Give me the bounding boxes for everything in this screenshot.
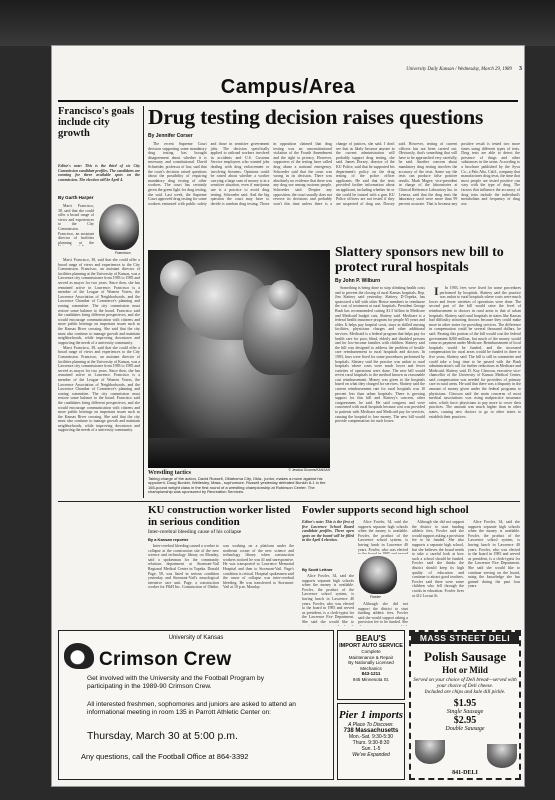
crimson-crew-ad <box>58 630 334 780</box>
ad-meeting-time: Thursday, March 30 at 5:00 p.m. <box>87 730 238 742</box>
slattery-dropcap: I <box>434 286 439 298</box>
deli-line-1: Served on your choice of Deli bread—served with your choice of Deli cheese. <box>413 677 517 689</box>
construction-byline: By a Kansan reporter <box>148 537 189 542</box>
francisco-intro: Editor's note: This is the third of six City Commission candidate profiles. The candidates are running for three available spots on the commission. The election will be April 4. <box>58 164 140 182</box>
beaus-name: BEAU'S <box>356 634 386 643</box>
slattery-body-right: I In 1983, fees were fixed for some procedures performed by hospitals. Slattery said the practice was unfair to rural hospitals where costs were much lower and fewer varieties of operations were done. The second part of the bill would raise the level of reimbursement to doctors in rural areas to that of urban hospitals. Slattery said rural hospitals in states like Kansas had difficulty attracting doctors because they could make more in other states for providing services. The difference in compensation could be several thousand dollars, he said. Passing this portion of the bill would cost the federal government $200 million, but much of the money would come as payment under Medicare. Reimbursement of local hospitals would be funded, and the increased compensation for rural areas would be funded in three to five years, Slattery said. The bill is still in committee and could take a long time to be passed with the Bush administration's call for further reductions in Medicare and Medicaid, Slattery said. D. Kay Clawson, executive vice-chancellor of the University of Kansas Medical Center, said compensation was needed for providers of primary care in rural areas. He said that there was a disparity in the amount of money given under the federal programs to physicians. Clawson said the main concerns of most medical associations was rising malpractice insurance rates, which force physicians to pay more to cover their practices. The amount was much higher than in other states, causing new doctors to go to other states to establish their practices. <box>429 286 521 419</box>
column-rule <box>143 106 144 498</box>
beaus-ad <box>337 630 405 700</box>
sandwich-illustration-icon <box>415 740 445 764</box>
pier1-ad <box>337 703 405 780</box>
slattery-headline: Slattery sponsors new bill to protect rural hospitals <box>335 245 504 275</box>
pier1-hours: Sun. 1-5 <box>361 746 381 752</box>
newspaper-page <box>52 46 524 786</box>
fowler-photo-caption: Fowler <box>370 595 381 599</box>
beaus-service: IMPORT AUTO SERVICE <box>339 643 403 649</box>
ad-body-2: All interested freshmen, sophomores and juniors are asked to attend an informational meeting in room 135 in Parrott Athletic Center on: <box>87 701 296 716</box>
deli-label-1: Single Sausage <box>446 709 484 715</box>
ad-university: University of Kansas <box>168 635 224 641</box>
beaus-phone: 843-1211 <box>361 671 381 676</box>
beaus-line: By Nationally Licensed <box>348 660 394 665</box>
fowler-body-right: Although she did not support the district to start funding athletic fees, Fowler said she would support asking a provision fee to be funded. She also supports a separate high school, but she believes the board needs to take a careful look at how such a school should be funded. Fowler said she thinks the district should keep its high quality of education and continue to attract good teachers. Fowler said there were some children who fell through the cracks in education. Fowler lives at 412 Locust St. Alice Fowler, 34, said she supports separate high schools when the money is available. Fowler, the product of the Lawrence school system, is having lunch in Lawrence 40 years. Fowler, who was elected to the board in 1985 and served as president, is a clerk-typist for the Lawrence Fire Department. She said she would like to continue serving on the board, using the knowledge she has gained during the past four years. <box>412 520 520 598</box>
pier1-hours: Mon.-Sat. 9:30-5:30 <box>348 734 394 740</box>
fowler-intro: Editor's note: This is the first of five Lawrence School Board candidate profiles. Three open spots on the board will be filled in the April 4 election. <box>302 520 354 543</box>
pier1-logo: Pier 1 imports <box>338 709 404 721</box>
drug-byline: By Jennifer Corser <box>148 133 193 139</box>
deli-ad <box>409 630 521 780</box>
construction-headline: KU construction worker listed in serious condition <box>148 504 291 528</box>
publication-line: University Daily Kansan / Wednesday, March 29, 1989 <box>406 67 512 72</box>
photo-figure-head <box>268 280 298 310</box>
beaus-line: Complete <box>361 649 381 654</box>
fowler-byline: By Scott Leitner <box>302 567 333 572</box>
photo-credit: © Jessica Grooms/KANSAN <box>288 468 330 472</box>
slattery-byline: By John P. Wilburn <box>335 278 381 284</box>
fowler-body-mid2: Although she did not support the district to start funding athletic fees, Fowler said she would support asking a provision fee to be funded. She <box>358 602 408 625</box>
jayhawk-logo-icon <box>64 643 94 669</box>
francisco-headline: Francisco's goals include city growth <box>58 106 135 140</box>
fowler-body-left: Alice Fowler, 34, said she supports separate high schools when the money is available. Fowler, the product of the Lawrence school system, is having lunch in Lawrence 40 years. Fowler, who was elected to the board in 1985 and served as president, is a clerk-typist for the Lawrence Fire Department. She said she would like to <box>302 574 354 624</box>
deli-subtitle: Hot or Mild <box>442 665 488 675</box>
scan-edge <box>0 0 555 46</box>
deli-banner: MASS STREET DELI <box>411 632 519 644</box>
francisco-body-top: Marci Francisco, 38, said that she could offer a broad range of views and experiences to the City Commission. Francisco, an assistant director of facilities planning at the <box>58 204 94 245</box>
francisco-photo-caption: Francisco <box>115 251 131 255</box>
construction-body: Inter-cerebral bleeding caused a worker to collapse at the construction site of the new science and technology library on Monday, said a spokesman for the community relations department at Stormont-Vail Regional Medical Center in Topeka. Donald Page, 58, was listed in serious condition yesterday and Stormont-Vail's neurological intensive care unit. Page, a construction worker for F&H Inc. Construction of Olathe, was working on a platform under the northeast corner of the new science and technology library when construction workers noticed he was ill and unresponsive. He was transported to Lawrence Memorial Hospital and then to Stormont-Vail. Page's condition is critical. Hospital spokesmen said the cause of collapse was inter-cerebral bleeding. He was transferred to Stormont-Vail at 10 p.m. Monday. <box>148 544 294 590</box>
slattery-body-left: Something is being done to stop climbing health costs and to prevent the closing of rural Kansas hospitals, Rep. Jim Slattery said yesterday. Slattery, D-Topeka, has sponsored a bill with other House members to reimburse the cost of treatment at rural hospitals. President George Bush has recommended cutting $1.5 billion in Medicare and Medicaid budget cuts, Slattery said. Medicare is a federal health insurance program for people 65 years and older. It helps pay hospital costs, stays in skilled nursing facilities, physicians charges and other additional services. Medicaid is a federal program that helps pay for health care for poor, blind, elderly and disabled persons and for low-income families with children. Slattery said the bill was designed to address the problem of health-care reimbursement to rural hospitals and doctors. In 1983, laws were fixed for some procedures performed by hospitals. Slattery said the practice was unfair to rural hospitals where costs were much lower and fewer varieties of operations were done. The new bill would revert rural hospitals to the method known as reasonable cost reimbursement. Money was given to the hospitals based on what they charged for services. Slattery said the current reimbursement rate for rural hospitals was 10 percent less than urban hospitals. There is growing support for this bill and Slattery's concern, other congressmen, he said. He said congress and were concerned with rural hospitals because cost was provided to patients with Medicare and Medicaid pay for services, causing the hospital to lose money. The new bill would provide compensation for such losses. <box>335 286 425 424</box>
deli-line-2: Included are chips and kale dill pickle. <box>424 689 506 695</box>
horizontal-rule <box>58 501 520 502</box>
drug-headline: Drug testing decision raises questions <box>148 105 484 129</box>
drug-body: The recent Supreme Court decision supporting some mandatory drug testing has brought disagreement about whether it is necessary and constitutional. David Schneider, professor of law, said that the court's decision raised questions about the possibility of requiring mandatory drug testing of other workers. The court has certainly given the green light for drug testing, she said. Last week, the Supreme Court approved drug testing for some workers entrusted with public safety and those in sensitive government jobs. The decision specifically applied to railroad workers involved in accidents and U.S. Customs Service employees who wanted jobs dealing with drug enforcement or involving firearms. Opinions could be raised about whether a worker carrying a large sum of money is in a sensitive situation, even if marijuana use is a practice to avoid drug testing. Schroeder said. And the big question the court may have to decide is random drug testing. Those in opposition claimed that drug testing was an unconstitutional violation of the Fourth Amendment and the right to privacy. However, supporters of the testing have called drug abuse a national emergency. Schroeder said that the court was wrong in its decision. There was absolutely no evidence that there was any drug use among customs people, Schroeder said. Despite any opposition, the court usually does not reverse its decisions and probably won't this time unless there is a change of justices, she said. I don't see that as likely because anyone in the current administration will probably support drug testing, she said. James Dorsey, director of the KU Police, said that he supported his department's policy on the drug testing of the police officer applicants. He said that the tests provided further information about an applicant, including whether he or she could be trusted with a gun. KU Police officers are not tested if they are suspected of drug use, Dorsey said. However, testing of current officers has not been carried out. Obviously, that's something that will have to be approached very carefully, he said. Another concern about mandatory drug testing involves the accuracy of the tests. Some say the tests can produce false positive results. Mark Magee, vice-president in charge of the laboratories at Clinical Reference Laboratory Inc. in Lenexa, said that the drug tests the laboratory used were more than 99 percent accurate. That is because any positive result is tested two more times using different types of tests. Drug tests are able to detect the presence of drugs and other substances in the urine. According to a brochure published by the Syva Co., a Palo Alto, Calif., company that manufactures drug tests, the time that most people are tested positive can vary with the type of drug. The factors that influence the accuracy of drug tests include the individual's metabolism and frequency of drug use. <box>148 142 520 206</box>
wrestling-caption <box>148 471 330 501</box>
fowler-headline: Fowler supports second high school <box>302 504 469 516</box>
deli-label-2: Double Sausage <box>445 726 485 732</box>
page-number: 3 <box>519 66 522 72</box>
ad-contact: Any questions, call the Football Office at 864-3392 <box>81 752 249 761</box>
wrestling-photo <box>148 250 330 468</box>
deli-phone: 841-DELI <box>452 770 478 776</box>
fowler-body-mid: Alice Fowler, 34, said she supports separate high schools when the money is available. Fowler, the product of the Lawrence school system, is having lunch in Lawrence 40 years. Fowler, who was elected <box>358 520 408 552</box>
wrestling-caption-text: Taking charge of the action, David Russell, Oklahoma City, Okla., junior, makes a move against his opponent, Doug Bunkin, Wellesley, Mass., sophomore. Russell yesterday defeated Bunkin 8-1 in the 165-pound weight class in the first round of a wrestling championship at Robinson Center. The championship was sponsored by Recreation Services. <box>148 475 326 495</box>
pier1-tagline: A Place To Discover. <box>348 722 394 728</box>
deli-title: Polish Sausage <box>424 649 506 664</box>
pier1-hours: Thurs. 9:30-8:30 <box>352 740 390 746</box>
beaus-line: Maintenance & Repair <box>348 654 394 660</box>
ad-crimson-crew-title: Crimson Crew <box>99 649 232 670</box>
wrestling-title: Wrestling tactics <box>148 470 191 476</box>
francisco-byline: By Garth Harper <box>58 195 94 200</box>
dateline <box>382 66 522 72</box>
pier1-address: 738 Massachusetts <box>343 728 399 734</box>
deli-price-2: $2.95 <box>453 715 477 726</box>
photo-mat <box>148 438 330 468</box>
beaus-line: Mechanics <box>360 665 382 671</box>
construction-subhead: Inter-cerebral bleeding cause of his collapse <box>148 529 242 535</box>
pier1-expanded: We've Expanded <box>352 752 390 758</box>
ad-body-1: Get involved with the University and the Football Program by participating in the 1989-90 Crimson Crew. <box>87 675 265 690</box>
section-title: Campus/Area <box>58 76 518 102</box>
francisco-photo <box>99 204 139 250</box>
pickle-illustration-icon <box>487 744 517 768</box>
deli-price-1: $1.95 <box>453 698 477 709</box>
beaus-address: 945 Minnesota St. <box>352 676 390 682</box>
francisco-body: Marci Francisco, 38, said that she could offer a broad range of views and experiences to the City Commission. Francisco, an assistant director of facilities planning at the University of Kansas, was a Lawrence city commissioner from 1983 to 1985 and served as mayor for two years. Since then, she has remained active in Lawrence. Francisco is a member of the League of Women Voters, the Lawrence Association of Neighborhoods, and the Lawrence Chamber of Commerce's planning and zoning committee. The city commission must restore some balance to the board. Francisco said the candidates bring different perspectives, and she would encourage communication with citizens and more public hearings on important issues such as the Kansas River crossing. She said that the city must also continue to manage growth and maintain neighborhoods, while improving downtown and supporting the needs of a university community. Marci Francisco, 38, said that she could offer a broad range of views and experiences to the City Commission. Francisco, an assistant director of facilities planning at the University of Kansas, was a Lawrence city commissioner from 1983 to 1985 and served as mayor for two years. Since then, she has remained active in Lawrence. Francisco is a member of the League of Women Voters, the Lawrence Association of Neighborhoods, and the Lawrence Chamber of Commerce's planning and zoning committee. The city commission must restore some balance to the board. Francisco said the candidates bring different perspectives, and she would encourage communication with citizens and more public hearings on important issues such as the Kansas River crossing. She said that the city must also continue to manage growth and maintain neighborhoods, while improving downtown and supporting the needs of a university community. <box>58 258 140 433</box>
fowler-photo <box>359 556 397 594</box>
